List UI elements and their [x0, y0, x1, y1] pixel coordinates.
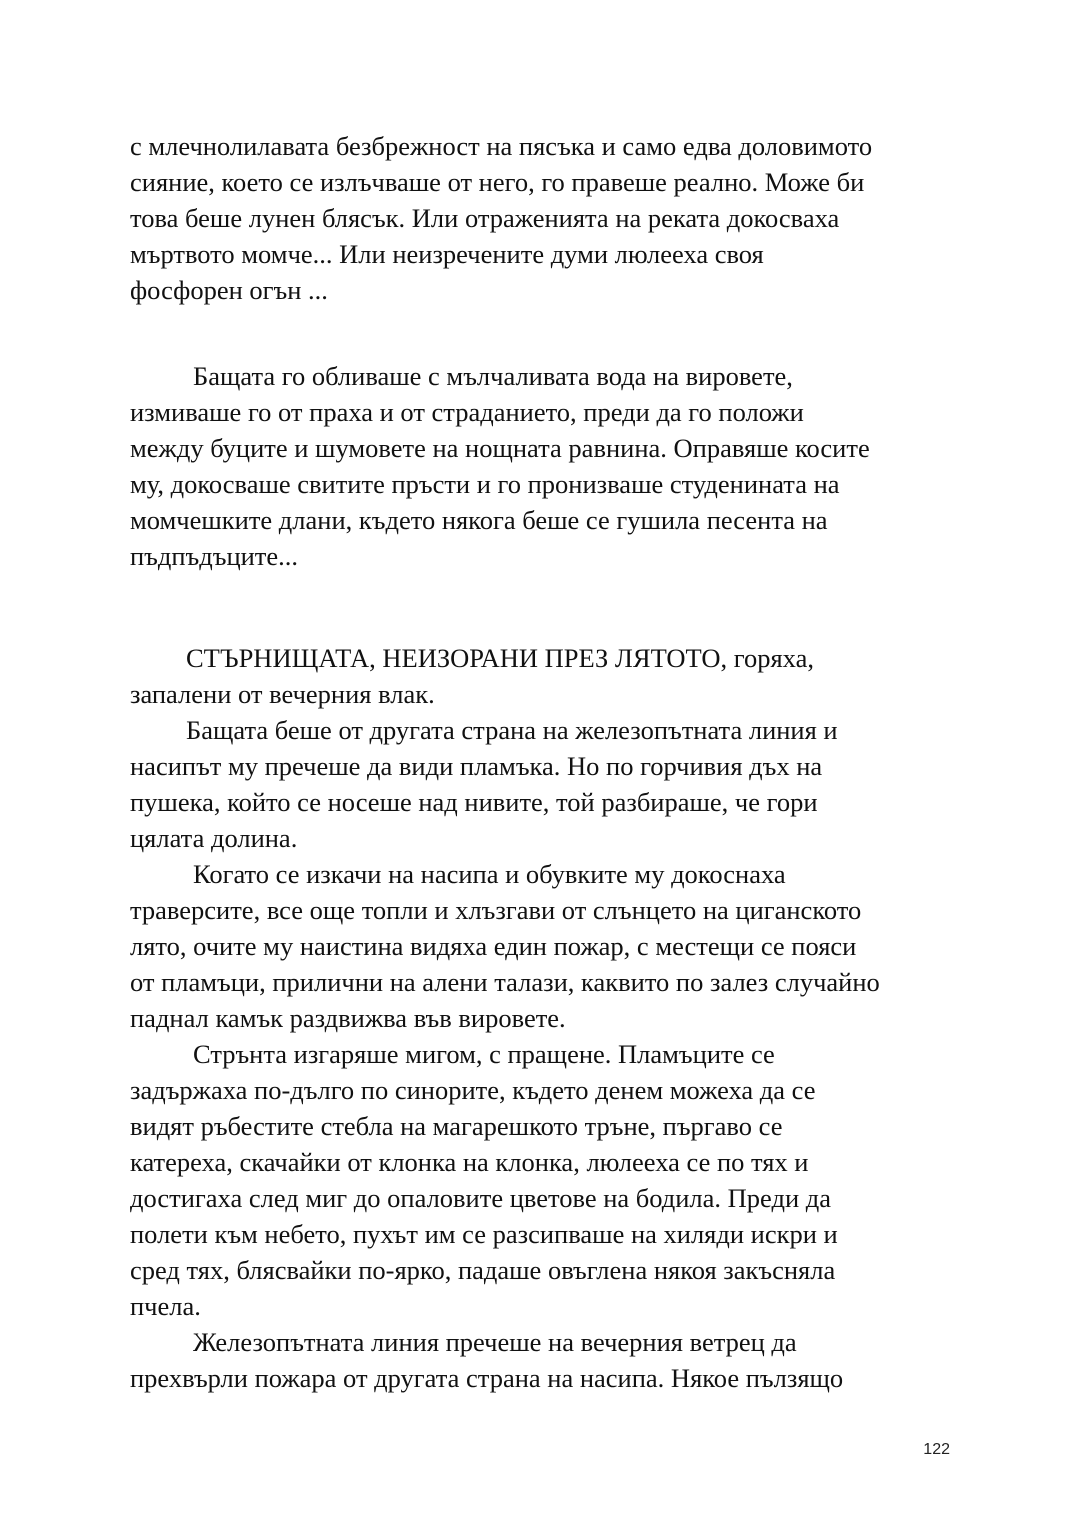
text-line: цялата долина.	[130, 823, 298, 853]
text-line: полети към небето, пухът им се разсипваше на хиляди искри и	[130, 1219, 838, 1249]
text-line: пъдпъдъците...	[130, 541, 299, 571]
text-line: измиваше го от праха и от страданието, преди да го положи	[130, 397, 804, 427]
text-line: Бащата беше от другата страна на железопътната линия и	[186, 715, 838, 745]
text-line: с млечнолилавата безбрежност на пясъка и само едва доловимото	[130, 131, 873, 161]
text-line: пушека, който се носеше над нивите, той разбираше, че гори	[130, 787, 818, 817]
text-line: достигаха след миг до опаловите цветове на бодила. Преди да	[130, 1183, 832, 1213]
text-line: насипът му пречеше да види пламъка. Но по горчивия дъх на	[130, 751, 823, 781]
text-line: мъртвото момче... Или неизречените думи люлееха своя	[130, 239, 764, 269]
text-line: СТЪРНИЩАТА, НЕИЗОРАНИ ПРЕЗ ЛЯТОТО, горяха,	[186, 643, 814, 673]
text-line: Бащата го обливаше с мълчаливата вода на вировете,	[193, 361, 793, 391]
text-line: Железопътната линия пречеше на вечерния ветрец да	[193, 1327, 797, 1357]
text-line: видят ръбестите стебла на магарешкото тръне, пъргаво се	[130, 1111, 783, 1141]
text-line: прехвърли пожара от другата страна на насипа. Някое пълзящо	[130, 1363, 844, 1393]
text-line: сияние, което се излъчваше от него, го правеше реално. Може би	[130, 167, 865, 197]
text-line: катереха, скачайки от клонка на клонка, люлееха се по тях и	[130, 1147, 809, 1177]
page-number: 122	[923, 1441, 950, 1458]
text-line: пчела.	[130, 1291, 201, 1321]
text-line: задържаха по-дълго по синорите, където денем можеха да се	[130, 1075, 816, 1105]
text-line: му, докосваше свитите пръсти и го пронизваше студенината на	[130, 469, 840, 499]
text-line: между буците и шумовете на нощната равнина. Оправяше косите	[130, 433, 870, 463]
text-line: траверсите, все още топли и хлъзгави от слънцето на циганското	[130, 895, 862, 925]
text-line: момчешките длани, където някога беше се гушила песента на	[130, 505, 828, 535]
text-line: това беше лунен блясък. Или отраженията на реката докосваха	[130, 203, 840, 233]
text-line: от пламъци, прилични на алени талази, каквито по залез случайно	[130, 967, 880, 997]
text-line: Стрънта изгаряше мигом, с пращене. Пламъците се	[193, 1039, 775, 1069]
text-line: фосфорен огън ...	[130, 275, 328, 305]
text-line: паднал камък раздвижва във вировете.	[130, 1003, 566, 1033]
text-line: сред тях, блясвайки по-ярко, падаше овъглена някоя закъсняла	[130, 1255, 836, 1285]
text-line: лято, очите му наистина видяха един пожар, с местещи се пояси	[130, 931, 857, 961]
text-line: Когато се изкачи на насипа и обувките му докоснаха	[193, 859, 786, 889]
text-line: запалени от вечерния влак.	[130, 679, 435, 709]
